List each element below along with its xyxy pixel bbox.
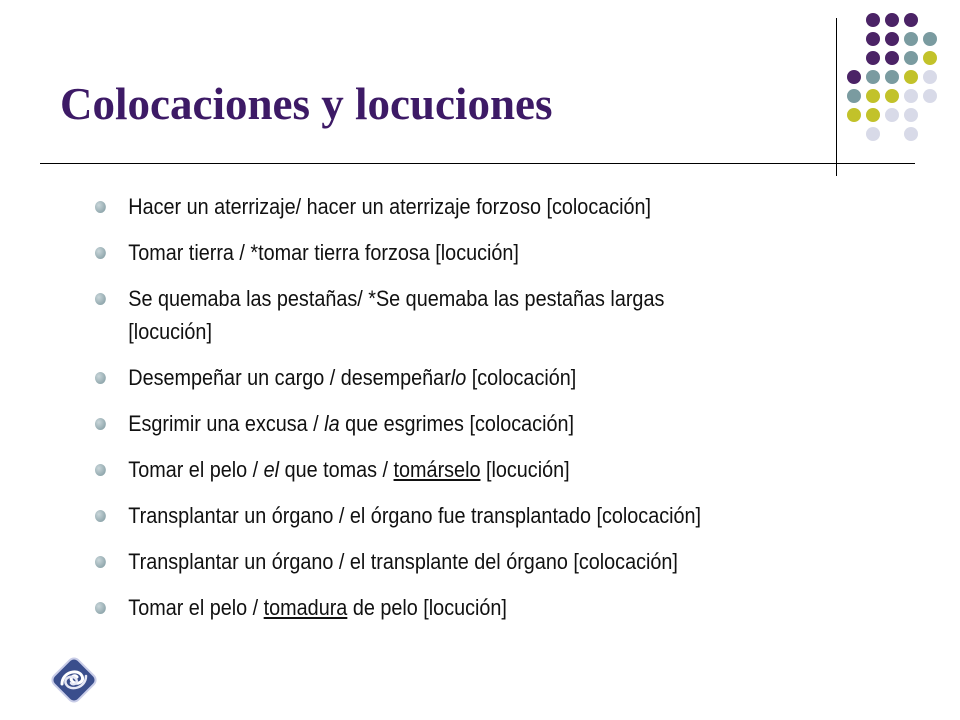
bullet-text: el	[263, 457, 280, 482]
decorative-dot	[923, 32, 937, 46]
decorative-dot	[866, 108, 880, 122]
decorative-dot	[904, 13, 918, 27]
decorative-dot	[904, 51, 918, 65]
bullet-item	[95, 190, 833, 223]
bullet-item	[95, 407, 833, 440]
bullet-item	[95, 453, 833, 486]
decorative-dot	[866, 127, 880, 141]
bullet-item	[95, 545, 833, 578]
vertical-divider	[836, 18, 837, 176]
bullet-dot-icon	[95, 418, 106, 430]
decorative-dot	[923, 70, 937, 84]
decorative-dot	[866, 70, 880, 84]
decorative-dot	[923, 51, 937, 65]
bullet-text: Transplantar un órgano / el órgano fue transplantado [colocación]	[128, 503, 702, 528]
decorative-dot	[885, 32, 899, 46]
decorative-dot	[904, 89, 918, 103]
bullet-dot-icon	[95, 293, 106, 305]
bullet-text: la	[324, 411, 340, 436]
decorative-dot	[904, 127, 918, 141]
bullet-text: Tomar el pelo /	[128, 457, 264, 482]
bullet-item	[95, 591, 833, 624]
decorative-dot	[885, 89, 899, 103]
decorative-dot	[923, 89, 937, 103]
bullet-dot-icon	[95, 247, 106, 259]
decorative-dot	[847, 89, 861, 103]
spiral-knot-logo	[48, 654, 100, 706]
bullet-text: Tomar el pelo /	[128, 595, 264, 620]
decorative-dot	[904, 108, 918, 122]
bullet-text: tomadura	[263, 595, 348, 620]
decorative-dot	[885, 70, 899, 84]
bullet-dot-icon	[95, 602, 106, 614]
bullet-text: tomárselo	[393, 457, 481, 482]
bullet-dot-icon	[95, 556, 106, 568]
bullet-dot-icon	[95, 510, 106, 522]
decorative-dot	[866, 32, 880, 46]
bullet-text: de pelo [locución]	[347, 595, 507, 620]
decorative-dot	[866, 51, 880, 65]
bullet-dot-icon	[95, 464, 106, 476]
bullet-item	[95, 282, 686, 348]
bullet-dot-icon	[95, 201, 106, 213]
bullet-text: que esgrimes [colocación]	[339, 411, 575, 436]
decorative-dot	[866, 13, 880, 27]
decorative-dot	[885, 51, 899, 65]
bullet-text: lo	[450, 365, 467, 390]
decorative-dot	[885, 108, 899, 122]
bullet-text: Transplantar un órgano / el transplante del órgano [colocación]	[128, 549, 678, 574]
decorative-dot	[847, 108, 861, 122]
decorative-dot	[847, 70, 861, 84]
bullet-item	[95, 499, 833, 532]
slide-title: Colocaciones y locuciones	[60, 79, 553, 129]
bullet-list	[95, 190, 915, 624]
decorative-dot	[904, 32, 918, 46]
bullet-text: [colocación]	[466, 365, 577, 390]
bullet-item	[95, 236, 833, 269]
decorative-dot	[885, 13, 899, 27]
title-divider	[40, 163, 915, 164]
bullet-text: Esgrimir una excusa /	[128, 411, 325, 436]
bullet-item	[95, 361, 833, 394]
bullet-text: que tomas /	[279, 457, 394, 482]
bullet-text: Se quemaba las pestañas/ *Se quemaba las pestañas largas [locución]	[128, 286, 665, 344]
bullet-dot-icon	[95, 372, 106, 384]
decorative-dot	[904, 70, 918, 84]
bullet-text: Tomar tierra / *tomar tierra forzosa [locución]	[128, 240, 519, 265]
decorative-dot	[866, 89, 880, 103]
bullet-text: Hacer un aterrizaje/ hacer un aterrizaje forzoso [colocación]	[128, 194, 652, 219]
bullet-text: Desempeñar un cargo / desempeñar	[128, 365, 451, 390]
decorative-dot-grid	[847, 13, 947, 158]
bullet-text: [locución]	[480, 457, 570, 482]
